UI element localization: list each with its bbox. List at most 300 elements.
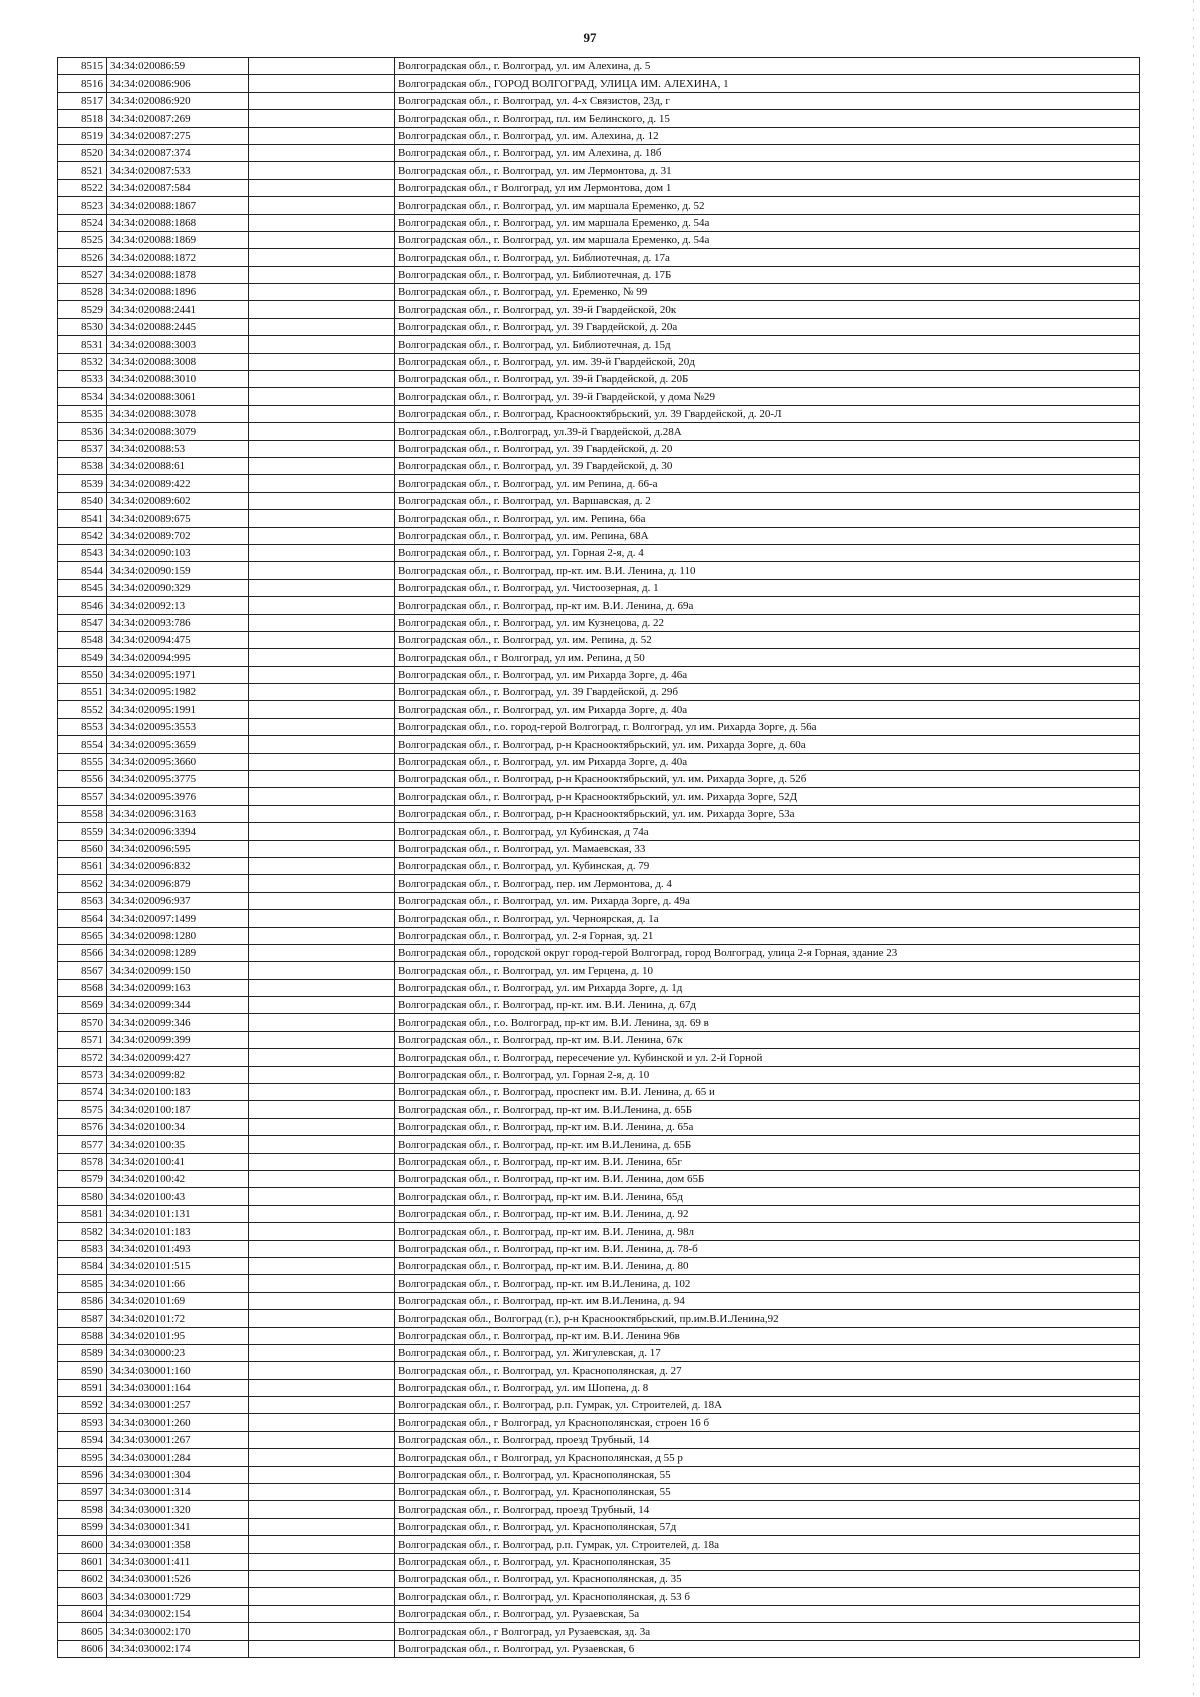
address-cell: Волгоградская обл., г. Волгоград, проезд Трубный, 14 xyxy=(395,1431,1140,1448)
row-number-cell: 8586 xyxy=(58,1292,107,1309)
table-row xyxy=(58,1344,1140,1361)
cadastral-number-cell: 34:34:030001:320 xyxy=(107,1501,249,1518)
cadastral-number-cell: 34:34:020098:1280 xyxy=(107,927,249,944)
table-row xyxy=(58,1240,1140,1257)
table-row xyxy=(58,1466,1140,1483)
cadastral-number-cell: 34:34:020095:3660 xyxy=(107,753,249,770)
row-number-cell: 8598 xyxy=(58,1501,107,1518)
table-row xyxy=(58,1275,1140,1292)
table-row xyxy=(58,1118,1140,1135)
table-row xyxy=(58,701,1140,718)
empty-cell xyxy=(249,1136,395,1153)
table-row xyxy=(58,718,1140,735)
address-cell: Волгоградская обл., г. Волгоград, ул. им Шопена, д. 8 xyxy=(395,1379,1140,1396)
cadastral-number-cell: 34:34:030001:260 xyxy=(107,1414,249,1431)
empty-cell xyxy=(249,75,395,92)
cadastral-number-cell: 34:34:030001:358 xyxy=(107,1536,249,1553)
table-row xyxy=(58,1397,1140,1414)
row-number-cell: 8563 xyxy=(58,892,107,909)
cadastral-number-cell: 34:34:020096:595 xyxy=(107,840,249,857)
row-number-cell: 8521 xyxy=(58,162,107,179)
row-number-cell: 8577 xyxy=(58,1136,107,1153)
table-row xyxy=(58,857,1140,874)
row-number-cell: 8551 xyxy=(58,684,107,701)
table-row xyxy=(58,492,1140,509)
address-cell: Волгоградская обл., г. Волгоград, ул. 4-х Связистов, 23д, г xyxy=(395,92,1140,109)
table-row xyxy=(58,666,1140,683)
row-number-cell: 8526 xyxy=(58,249,107,266)
address-cell: Волгоградская обл., г. Волгоград, ул Кубинская, д 74а xyxy=(395,823,1140,840)
empty-cell xyxy=(249,1084,395,1101)
table-row xyxy=(58,788,1140,805)
table-row xyxy=(58,1431,1140,1448)
table-row xyxy=(58,510,1140,527)
table-row xyxy=(58,1153,1140,1170)
address-cell: Волгоградская обл., г. Волгоград, ул. 39-й Гвардейской, у дома №29 xyxy=(395,388,1140,405)
cadastral-number-cell: 34:34:020088:53 xyxy=(107,440,249,457)
cadastral-number-cell: 34:34:020095:3659 xyxy=(107,736,249,753)
address-cell: Волгоградская обл., г. Волгоград, р-н Краснооктябрьский, ул. им. Рихарда Зорге, 53а xyxy=(395,805,1140,822)
empty-cell xyxy=(249,614,395,631)
address-cell: Волгоградская обл., г. Волгоград, проезд Трубный, 14 xyxy=(395,1501,1140,1518)
row-number-cell: 8578 xyxy=(58,1153,107,1170)
table-row xyxy=(58,805,1140,822)
address-cell: Волгоградская обл., г. Волгоград, ул. Жигулевская, д. 17 xyxy=(395,1344,1140,1361)
cadastral-number-cell: 34:34:020100:183 xyxy=(107,1084,249,1101)
empty-cell xyxy=(249,1153,395,1170)
row-number-cell: 8570 xyxy=(58,1014,107,1031)
table-row xyxy=(58,1588,1140,1605)
row-number-cell: 8566 xyxy=(58,944,107,961)
table-row xyxy=(58,214,1140,231)
address-cell: Волгоградская обл., г. Волгоград, пр-кт. им. В.И. Ленина, д. 110 xyxy=(395,562,1140,579)
cadastral-number-cell: 34:34:020088:3003 xyxy=(107,336,249,353)
address-cell: Волгоградская обл., г. Волгоград, ул. Краснополянская, 55 xyxy=(395,1484,1140,1501)
row-number-cell: 8587 xyxy=(58,1310,107,1327)
table-row xyxy=(58,1101,1140,1118)
cadastral-number-cell: 34:34:020100:187 xyxy=(107,1101,249,1118)
empty-cell xyxy=(249,1362,395,1379)
table-row xyxy=(58,336,1140,353)
empty-cell xyxy=(249,1014,395,1031)
row-number-cell: 8593 xyxy=(58,1414,107,1431)
cadastral-number-cell: 34:34:020099:399 xyxy=(107,1031,249,1048)
cadastral-number-cell: 34:34:020099:427 xyxy=(107,1049,249,1066)
register-table-body xyxy=(58,58,1140,1658)
cadastral-number-cell: 34:34:030001:164 xyxy=(107,1379,249,1396)
row-number-cell: 8592 xyxy=(58,1397,107,1414)
empty-cell xyxy=(249,231,395,248)
empty-cell xyxy=(249,527,395,544)
address-cell: Волгоградская обл., г Волгоград, ул Рузаевская, зд. 3а xyxy=(395,1623,1140,1640)
address-cell: Волгоградская обл., г. Волгоград, ул. им. Рихарда Зорге, д. 49а xyxy=(395,892,1140,909)
empty-cell xyxy=(249,684,395,701)
address-cell: Волгоградская обл., г. Волгоград, ул. им Рихарда Зорге, д. 40а xyxy=(395,753,1140,770)
address-cell: Волгоградская обл., г. Волгоград, пр-кт им. В.И. Ленина, 65д xyxy=(395,1188,1140,1205)
table-row xyxy=(58,1223,1140,1240)
row-number-cell: 8517 xyxy=(58,92,107,109)
cadastral-number-cell: 34:34:030001:267 xyxy=(107,1431,249,1448)
row-number-cell: 8535 xyxy=(58,405,107,422)
empty-cell xyxy=(249,457,395,474)
table-row xyxy=(58,1379,1140,1396)
empty-cell xyxy=(249,1310,395,1327)
table-row xyxy=(58,875,1140,892)
table-row xyxy=(58,162,1140,179)
empty-cell xyxy=(249,249,395,266)
empty-cell xyxy=(249,562,395,579)
table-row xyxy=(58,440,1140,457)
address-cell: Волгоградская обл., г. Волгоград, пр-кт. им В.И.Ленина, д. 102 xyxy=(395,1275,1140,1292)
table-row xyxy=(58,684,1140,701)
table-row xyxy=(58,423,1140,440)
cadastral-number-cell: 34:34:020092:13 xyxy=(107,597,249,614)
address-cell: Волгоградская обл., г. Волгоград, ул. Краснополянская, д. 27 xyxy=(395,1362,1140,1379)
row-number-cell: 8603 xyxy=(58,1588,107,1605)
row-number-cell: 8588 xyxy=(58,1327,107,1344)
address-cell: Волгоградская обл., Волгоград (г.), р-н Краснооктябрьский, пр.им.В.И.Ленина,92 xyxy=(395,1310,1140,1327)
address-cell: Волгоградская обл., г. Волгоград, ул. Библиотечная, д. 17а xyxy=(395,249,1140,266)
table-row xyxy=(58,1014,1140,1031)
table-row xyxy=(58,1171,1140,1188)
row-number-cell: 8529 xyxy=(58,301,107,318)
address-cell: Волгоградская обл., г. Волгоград, ул. 39 Гвардейской, д. 30 xyxy=(395,457,1140,474)
table-row xyxy=(58,579,1140,596)
empty-cell xyxy=(249,1466,395,1483)
empty-cell xyxy=(249,718,395,735)
address-cell: Волгоградская обл., г. Волгоград, пр-кт. им В.И.Ленина, д. 65Б xyxy=(395,1136,1140,1153)
empty-cell xyxy=(249,1031,395,1048)
cadastral-number-cell: 34:34:020088:3061 xyxy=(107,388,249,405)
address-cell: Волгоградская обл., г. Волгоград, ул. Черноярская, д. 1а xyxy=(395,910,1140,927)
empty-cell xyxy=(249,1066,395,1083)
row-number-cell: 8516 xyxy=(58,75,107,92)
empty-cell xyxy=(249,910,395,927)
address-cell: Волгоградская обл., г. Волгоград, ул. им маршала Еременко, д. 54а xyxy=(395,214,1140,231)
empty-cell xyxy=(249,631,395,648)
row-number-cell: 8604 xyxy=(58,1605,107,1622)
cadastral-number-cell: 34:34:020088:1867 xyxy=(107,197,249,214)
address-cell: Волгоградская обл., г. Волгоград, ул. Краснополянская, д. 35 xyxy=(395,1570,1140,1587)
address-cell: Волгоградская обл., г. Волгоград, пр-кт. им В.И.Ленина, д. 94 xyxy=(395,1292,1140,1309)
row-number-cell: 8580 xyxy=(58,1188,107,1205)
row-number-cell: 8591 xyxy=(58,1379,107,1396)
table-row xyxy=(58,58,1140,75)
row-number-cell: 8528 xyxy=(58,284,107,301)
address-cell: Волгоградская обл., г. Волгоград, проспект им. В.И. Ленина, д. 65 и xyxy=(395,1084,1140,1101)
row-number-cell: 8553 xyxy=(58,718,107,735)
table-row xyxy=(58,823,1140,840)
empty-cell xyxy=(249,405,395,422)
empty-cell xyxy=(249,179,395,196)
row-number-cell: 8527 xyxy=(58,266,107,283)
table-row xyxy=(58,649,1140,666)
empty-cell xyxy=(249,1327,395,1344)
table-row xyxy=(58,997,1140,1014)
table-row xyxy=(58,1049,1140,1066)
address-cell: Волгоградская обл., г. Волгоград, ул. 39 Гвардейской, д. 20 xyxy=(395,440,1140,457)
table-row xyxy=(58,979,1140,996)
empty-cell xyxy=(249,284,395,301)
address-cell: Волгоградская обл., г. Волгоград, пл. им Белинского, д. 15 xyxy=(395,110,1140,127)
address-cell: Волгоградская обл., г. Волгоград, р-н Краснооктябрьский, ул. им. Рихарда Зорге, 52Д xyxy=(395,788,1140,805)
row-number-cell: 8581 xyxy=(58,1205,107,1222)
cadastral-number-cell: 34:34:020095:3976 xyxy=(107,788,249,805)
table-row xyxy=(58,405,1140,422)
cadastral-number-cell: 34:34:020100:41 xyxy=(107,1153,249,1170)
empty-cell xyxy=(249,788,395,805)
row-number-cell: 8544 xyxy=(58,562,107,579)
empty-cell xyxy=(249,1431,395,1448)
row-number-cell: 8569 xyxy=(58,997,107,1014)
cadastral-number-cell: 34:34:020089:675 xyxy=(107,510,249,527)
cadastral-number-cell: 34:34:020095:1971 xyxy=(107,666,249,683)
cadastral-number-cell: 34:34:020096:3394 xyxy=(107,823,249,840)
empty-cell xyxy=(249,58,395,75)
table-row xyxy=(58,75,1140,92)
empty-cell xyxy=(249,840,395,857)
empty-cell xyxy=(249,336,395,353)
address-cell: Волгоградская обл., г. Волгоград, ул. Горная 2-я, д. 4 xyxy=(395,544,1140,561)
empty-cell xyxy=(249,823,395,840)
cadastral-number-cell: 34:34:020095:1991 xyxy=(107,701,249,718)
table-row xyxy=(58,527,1140,544)
cadastral-number-cell: 34:34:030001:729 xyxy=(107,1588,249,1605)
address-cell: Волгоградская обл., г. Волгоград, ул. им Рихарда Зорге, д. 40а xyxy=(395,701,1140,718)
cadastral-number-cell: 34:34:020097:1499 xyxy=(107,910,249,927)
empty-cell xyxy=(249,1501,395,1518)
address-cell: Волгоградская обл., г. Волгоград, пр-кт им. В.И. Ленина 96в xyxy=(395,1327,1140,1344)
row-number-cell: 8546 xyxy=(58,597,107,614)
row-number-cell: 8552 xyxy=(58,701,107,718)
address-cell: Волгоградская обл., г. Волгоград, ул. Краснополянская, 57д xyxy=(395,1518,1140,1535)
address-cell: Волгоградская обл., г. Волгоград, ул. Рузаевская, 6 xyxy=(395,1640,1140,1657)
cadastral-number-cell: 34:34:020088:1896 xyxy=(107,284,249,301)
cadastral-number-cell: 34:34:020093:786 xyxy=(107,614,249,631)
row-number-cell: 8574 xyxy=(58,1084,107,1101)
cadastral-number-cell: 34:34:020100:42 xyxy=(107,1171,249,1188)
cadastral-number-cell: 34:34:020086:920 xyxy=(107,92,249,109)
row-number-cell: 8573 xyxy=(58,1066,107,1083)
cadastral-number-cell: 34:34:020088:1872 xyxy=(107,249,249,266)
address-cell: Волгоградская обл., г. Волгоград, пр-кт. им. В.И. Ленина, д. 67д xyxy=(395,997,1140,1014)
empty-cell xyxy=(249,1292,395,1309)
cadastral-number-cell: 34:34:030001:257 xyxy=(107,1397,249,1414)
address-cell: Волгоградская обл., г. Волгоград, ул. им маршала Еременко, д. 54а xyxy=(395,231,1140,248)
cadastral-number-cell: 34:34:020086:59 xyxy=(107,58,249,75)
cadastral-number-cell: 34:34:030001:411 xyxy=(107,1553,249,1570)
table-row xyxy=(58,544,1140,561)
row-number-cell: 8572 xyxy=(58,1049,107,1066)
row-number-cell: 8571 xyxy=(58,1031,107,1048)
table-row xyxy=(58,840,1140,857)
empty-cell xyxy=(249,475,395,492)
address-cell: Волгоградская обл., г. Волгоград, ул. Библиотечная, д. 15д xyxy=(395,336,1140,353)
row-number-cell: 8594 xyxy=(58,1431,107,1448)
empty-cell xyxy=(249,771,395,788)
cadastral-number-cell: 34:34:020088:3078 xyxy=(107,405,249,422)
table-row xyxy=(58,1310,1140,1327)
row-number-cell: 8555 xyxy=(58,753,107,770)
empty-cell xyxy=(249,440,395,457)
row-number-cell: 8539 xyxy=(58,475,107,492)
row-number-cell: 8564 xyxy=(58,910,107,927)
cadastral-number-cell: 34:34:030001:284 xyxy=(107,1449,249,1466)
row-number-cell: 8530 xyxy=(58,318,107,335)
table-row xyxy=(58,127,1140,144)
address-cell: Волгоградская обл., г. Волгоград, ул. 2-я Горная, зд. 21 xyxy=(395,927,1140,944)
cadastral-number-cell: 34:34:020096:937 xyxy=(107,892,249,909)
table-row xyxy=(58,1257,1140,1274)
cadastral-number-cell: 34:34:020100:34 xyxy=(107,1118,249,1135)
register-table xyxy=(57,57,1140,1658)
cadastral-number-cell: 34:34:020087:584 xyxy=(107,179,249,196)
cadastral-number-cell: 34:34:020101:66 xyxy=(107,1275,249,1292)
row-number-cell: 8554 xyxy=(58,736,107,753)
address-cell: Волгоградская обл., г. Волгоград, ул. им. Репина, 68А xyxy=(395,527,1140,544)
table-row xyxy=(58,1362,1140,1379)
table-row xyxy=(58,457,1140,474)
row-number-cell: 8596 xyxy=(58,1466,107,1483)
row-number-cell: 8543 xyxy=(58,544,107,561)
table-row xyxy=(58,1605,1140,1622)
empty-cell xyxy=(249,1240,395,1257)
empty-cell xyxy=(249,127,395,144)
row-number-cell: 8568 xyxy=(58,979,107,996)
cadastral-number-cell: 34:34:020095:3775 xyxy=(107,771,249,788)
table-row xyxy=(58,197,1140,214)
table-row xyxy=(58,284,1140,301)
row-number-cell: 8606 xyxy=(58,1640,107,1657)
address-cell: Волгоградская обл., г. Волгоград, р.п. Гумрак, ул. Строителей, д. 18А xyxy=(395,1397,1140,1414)
address-cell: Волгоградская обл., г. Волгоград, р-н Краснооктябрьский, ул. им. Рихарда Зорге, д. 52б xyxy=(395,771,1140,788)
address-cell: Волгоградская обл., г. Волгоград, ул. им Алехина, д. 5 xyxy=(395,58,1140,75)
cadastral-number-cell: 34:34:020089:602 xyxy=(107,492,249,509)
row-number-cell: 8540 xyxy=(58,492,107,509)
row-number-cell: 8515 xyxy=(58,58,107,75)
cadastral-number-cell: 34:34:020089:702 xyxy=(107,527,249,544)
table-row xyxy=(58,144,1140,161)
address-cell: Волгоградская обл., г Волгоград, ул Краснополянская, строен 16 б xyxy=(395,1414,1140,1431)
empty-cell xyxy=(249,544,395,561)
table-row xyxy=(58,771,1140,788)
row-number-cell: 8599 xyxy=(58,1518,107,1535)
address-cell: Волгоградская обл., г. Волгоград, пр-кт им. В.И. Ленина, д. 78-б xyxy=(395,1240,1140,1257)
address-cell: Волгоградская обл., г. Волгоград, ул. им. Репина, д. 52 xyxy=(395,631,1140,648)
address-cell: Волгоградская обл., г. Волгоград, ул. им Рихарда Зорге, д. 1д xyxy=(395,979,1140,996)
empty-cell xyxy=(249,1605,395,1622)
address-cell: Волгоградская обл., г.о. Волгоград, пр-кт им. В.И. Ленина, зд. 69 в xyxy=(395,1014,1140,1031)
row-number-cell: 8545 xyxy=(58,579,107,596)
address-cell: Волгоградская обл., г. Волгоград, пр-кт им. В.И. Ленина, 65г xyxy=(395,1153,1140,1170)
empty-cell xyxy=(249,962,395,979)
address-cell: Волгоградская обл., городской округ город-герой Волгоград, город Волгоград, улица 2-я Горная, здание 23 xyxy=(395,944,1140,961)
row-number-cell: 8567 xyxy=(58,962,107,979)
table-row xyxy=(58,1205,1140,1222)
empty-cell xyxy=(249,510,395,527)
row-number-cell: 8585 xyxy=(58,1275,107,1292)
empty-cell xyxy=(249,266,395,283)
cadastral-number-cell: 34:34:020096:3163 xyxy=(107,805,249,822)
empty-cell xyxy=(249,388,395,405)
cadastral-number-cell: 34:34:020094:995 xyxy=(107,649,249,666)
empty-cell xyxy=(249,1171,395,1188)
cadastral-number-cell: 34:34:020099:82 xyxy=(107,1066,249,1083)
table-row xyxy=(58,371,1140,388)
row-number-cell: 8575 xyxy=(58,1101,107,1118)
address-cell: Волгоградская обл., г. Волгоград, ул. Мамаевская, 33 xyxy=(395,840,1140,857)
row-number-cell: 8558 xyxy=(58,805,107,822)
cadastral-number-cell: 34:34:020088:3079 xyxy=(107,423,249,440)
address-cell: Волгоградская обл., г. Волгоград, ул. им маршала Еременко, д. 52 xyxy=(395,197,1140,214)
empty-cell xyxy=(249,1275,395,1292)
cadastral-number-cell: 34:34:020101:95 xyxy=(107,1327,249,1344)
empty-cell xyxy=(249,371,395,388)
row-number-cell: 8565 xyxy=(58,927,107,944)
address-cell: Волгоградская обл., г.о. город-герой Волгоград, г. Волгоград, ул им. Рихарда Зорге, д. 56а xyxy=(395,718,1140,735)
address-cell: Волгоградская обл., г. Волгоград, ул. им. 39-й Гвардейской, 20д xyxy=(395,353,1140,370)
empty-cell xyxy=(249,857,395,874)
cadastral-number-cell: 34:34:030001:314 xyxy=(107,1484,249,1501)
empty-cell xyxy=(249,701,395,718)
empty-cell xyxy=(249,301,395,318)
empty-cell xyxy=(249,805,395,822)
table-row xyxy=(58,892,1140,909)
empty-cell xyxy=(249,875,395,892)
address-cell: Волгоградская обл., г. Волгоград, ул. им. Алехина, д. 12 xyxy=(395,127,1140,144)
table-row xyxy=(58,1553,1140,1570)
table-row xyxy=(58,927,1140,944)
row-number-cell: 8537 xyxy=(58,440,107,457)
row-number-cell: 8590 xyxy=(58,1362,107,1379)
row-number-cell: 8549 xyxy=(58,649,107,666)
table-row xyxy=(58,1640,1140,1657)
table-row xyxy=(58,736,1140,753)
address-cell: Волгоградская обл., г. Волгоград, пр-кт им. В.И. Ленина, д. 98л xyxy=(395,1223,1140,1240)
empty-cell xyxy=(249,753,395,770)
empty-cell xyxy=(249,1344,395,1361)
cadastral-number-cell: 34:34:020099:346 xyxy=(107,1014,249,1031)
empty-cell xyxy=(249,579,395,596)
empty-cell xyxy=(249,666,395,683)
address-cell: Волгоградская обл., г. Волгоград, пр-кт им. В.И. Ленина, 67к xyxy=(395,1031,1140,1048)
cadastral-number-cell: 34:34:020088:61 xyxy=(107,457,249,474)
row-number-cell: 8605 xyxy=(58,1623,107,1640)
table-row xyxy=(58,1188,1140,1205)
address-cell: Волгоградская обл., г. Волгоград, ул. им Лермонтова, д. 31 xyxy=(395,162,1140,179)
row-number-cell: 8562 xyxy=(58,875,107,892)
cadastral-number-cell: 34:34:030000:23 xyxy=(107,1344,249,1361)
address-cell: Волгоградская обл., г. Волгоград, ул. Варшавская, д. 2 xyxy=(395,492,1140,509)
table-row xyxy=(58,231,1140,248)
empty-cell xyxy=(249,318,395,335)
row-number-cell: 8597 xyxy=(58,1484,107,1501)
address-cell: Волгоградская обл., г. Волгоград, пр-кт им. В.И. Ленина, д. 65а xyxy=(395,1118,1140,1135)
address-cell: Волгоградская обл., г. Волгоград, ул. Библиотечная, д. 17Б xyxy=(395,266,1140,283)
table-row xyxy=(58,753,1140,770)
empty-cell xyxy=(249,144,395,161)
empty-cell xyxy=(249,197,395,214)
table-row xyxy=(58,475,1140,492)
row-number-cell: 8533 xyxy=(58,371,107,388)
cadastral-number-cell: 34:34:020098:1289 xyxy=(107,944,249,961)
row-number-cell: 8557 xyxy=(58,788,107,805)
address-cell: Волгоградская обл., г. Волгоград, ул. Кубинская, д. 79 xyxy=(395,857,1140,874)
empty-cell xyxy=(249,1414,395,1431)
address-cell: Волгоградская обл., г. Волгоград, пер. им Лермонтова, д. 4 xyxy=(395,875,1140,892)
row-number-cell: 8524 xyxy=(58,214,107,231)
table-row xyxy=(58,1414,1140,1431)
